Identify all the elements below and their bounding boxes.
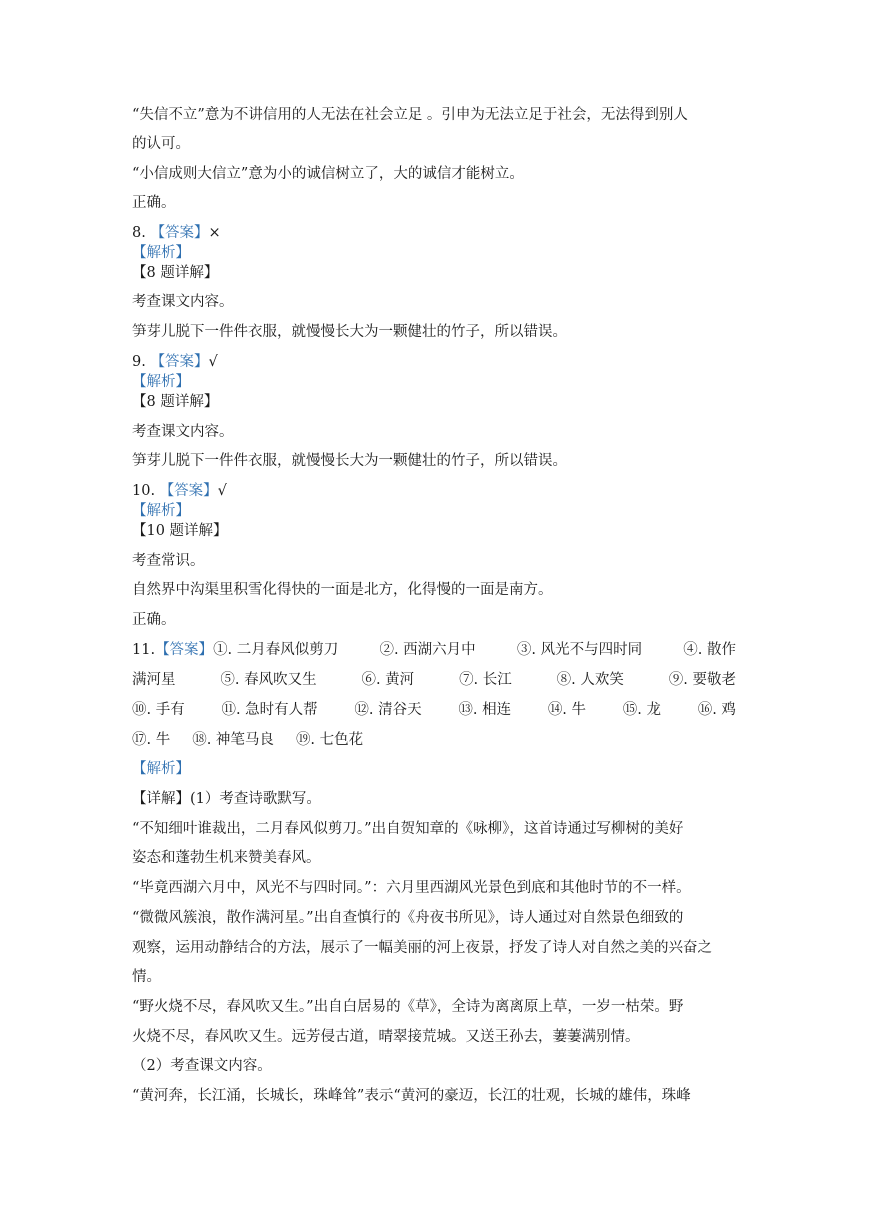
question-number: 9. xyxy=(132,354,151,370)
text-line: 自然界中沟渠里积雪化得快的一面是北方，化得慢的一面是南方。 xyxy=(132,582,553,598)
question-number: 11. xyxy=(132,642,156,658)
answer-item: ②. 西湖六月中 xyxy=(379,642,476,658)
text-line: 考查课文内容。 xyxy=(132,424,234,440)
answer-tag: 【答案】 xyxy=(159,483,218,499)
q11-answer-row xyxy=(132,640,736,660)
q9-answer-line xyxy=(132,352,218,372)
answer-item: ⑯. 鸡 xyxy=(697,702,736,718)
detail-line: “不知细叶谁裁出，二月春风似剪刀。”出自贺知章的《咏柳》，这首诗通过写柳树的美好 xyxy=(132,821,684,837)
detail-tag: 【10 题详解】 xyxy=(132,523,228,539)
text-line: 笋芽儿脱下一件件衣服，就慢慢长大为一颗健壮的竹子，所以错误。 xyxy=(132,324,567,340)
detail-tag: 【8 题详解】 xyxy=(132,394,219,410)
text-line: 考查常识。 xyxy=(132,553,205,569)
answer-item: ⑧. 人欢笑 xyxy=(556,672,624,688)
answer-item: ③. 风光不与四时同 xyxy=(516,642,643,658)
detail-line: “野火烧不尽，春风吹又生。”出自白居易的《草》，全诗为离离原上草，一岁一枯荣。野 xyxy=(132,999,684,1015)
answer-value: × xyxy=(208,225,221,241)
q11-answer-row xyxy=(132,730,363,750)
answer-tag: 【答案】 xyxy=(155,642,214,658)
answer-value: √ xyxy=(217,483,227,499)
answer-item: ⑫. 清谷天 xyxy=(354,702,422,718)
detail-line: “黄河奔，长江涌，长城长，珠峰耸”表示“黄河的豪迈，长江的壮观，长城的雄伟，珠峰 xyxy=(132,1088,691,1104)
answer-item: ⑪. 急时有人帮 xyxy=(221,702,318,718)
question-number: 8. xyxy=(132,225,151,241)
detail-tag: 【8 题详解】 xyxy=(132,265,219,281)
answer-tag: 【答案】 xyxy=(150,354,209,370)
text-line: 的认可。 xyxy=(132,136,190,152)
q8-answer-line xyxy=(132,223,221,243)
text-line: 正确。 xyxy=(132,195,176,211)
answer-item: ①. 二月春风似剪刀 xyxy=(213,642,339,658)
analysis-tag: 【解析】 xyxy=(132,761,190,777)
detail-line: 姿态和蓬勃生机来赞美春风。 xyxy=(132,850,321,866)
analysis-tag: 【解析】 xyxy=(132,374,190,390)
detail-line: “毕竟西湖六月中，风光不与四时同。”：六月里西湖风光景色到底和其他时节的不一样。 xyxy=(132,880,691,896)
detail-line: 【详解】(1）考查诗歌默写。 xyxy=(132,791,321,807)
answer-item: ⑰. 牛 xyxy=(132,732,171,748)
detail-line: 观察，运用动静结合的方法，展示了一幅美丽的河上夜景，抒发了诗人对自然之美的兴奋之 xyxy=(132,940,712,956)
text-line: 考查课文内容。 xyxy=(132,294,234,310)
q11-answer-row xyxy=(132,700,736,720)
answer-value: √ xyxy=(208,354,218,370)
text-line: 正确。 xyxy=(132,612,176,628)
question-number: 10. xyxy=(132,483,160,499)
answer-item: ⑥. 黄河 xyxy=(361,672,415,688)
answer-item: ⑱. 神笔马良 xyxy=(192,732,274,748)
analysis-tag: 【解析】 xyxy=(132,503,190,519)
q11-answer-row xyxy=(132,670,736,690)
detail-line: 火烧不尽，春风吹又生。远芳侵古道，晴翠接荒城。又送王孙去，萋萋满别情。 xyxy=(132,1029,640,1045)
answer-item: ⑦. 长江 xyxy=(459,672,512,688)
text-line: “小信成则大信立”意为小的诚信树立了，大的诚信才能树立。 xyxy=(132,166,524,182)
text-line: 笋芽儿脱下一件件衣服，就慢慢长大为一颗健壮的竹子，所以错误。 xyxy=(132,453,567,469)
answer-item: 满河星 xyxy=(132,672,176,688)
answer-item: ④. 散作 xyxy=(683,642,736,658)
answer-item: ⑬. 相连 xyxy=(458,702,512,718)
answer-item: ⑤. 春风吹又生 xyxy=(220,672,317,688)
answer-item: ⑩. 手有 xyxy=(132,702,185,718)
answer-item: ⑨. 要敬老 xyxy=(668,672,736,688)
answer-tag: 【答案】 xyxy=(150,225,209,241)
analysis-tag: 【解析】 xyxy=(132,245,190,261)
detail-line: （2）考查课文内容。 xyxy=(132,1058,272,1074)
answer-item: ⑲. 七色花 xyxy=(295,732,364,748)
detail-line: “微微风簇浪，散作满河星。”出自查慎行的《舟夜书所见》，诗人通过对自然景色细致的 xyxy=(132,910,684,926)
q11-answer-head xyxy=(132,640,338,660)
q10-answer-line xyxy=(132,481,227,501)
text-line: “失信不立”意为不讲信用的人无法在社会立足 。引申为无法立足于社会，无法得到别人 xyxy=(132,107,688,123)
detail-line: 情。 xyxy=(132,969,161,985)
answer-item: ⑮. 龙 xyxy=(622,702,661,718)
answer-item: ⑭. 牛 xyxy=(547,702,587,718)
